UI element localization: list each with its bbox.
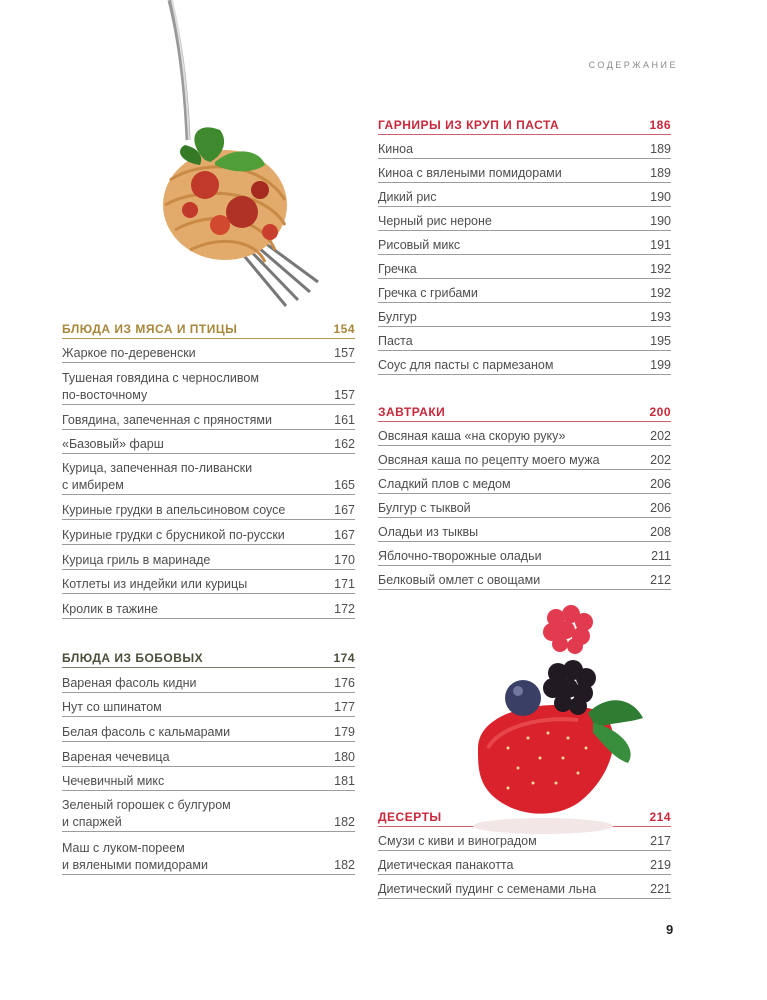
entry-page: 206 <box>650 477 671 491</box>
section-title: БЛЮДА ИЗ МЯСА И ПТИЦЫ <box>62 322 238 336</box>
toc-entry[interactable] <box>62 371 355 405</box>
section-page: 200 <box>649 405 671 419</box>
section-title: ДЕСЕРТЫ <box>378 810 442 824</box>
toc-entry[interactable] <box>378 190 671 207</box>
entry-title: Гречка с грибами <box>378 286 478 300</box>
toc-entry[interactable] <box>378 358 671 375</box>
toc-entry[interactable] <box>62 577 355 594</box>
toc-entry[interactable] <box>62 437 355 454</box>
entry-page: 170 <box>334 553 355 567</box>
entry-page: 221 <box>650 882 671 896</box>
entry-title: Соус для пасты с пармезаном <box>378 358 554 372</box>
entry-title: Сладкий плов с медом <box>378 477 511 491</box>
section-page: 214 <box>649 810 671 824</box>
section-meat <box>62 322 355 339</box>
entry-page: 199 <box>650 358 671 372</box>
entry-page: 192 <box>650 262 671 276</box>
section-garnish <box>378 118 671 135</box>
toc-entry[interactable] <box>378 142 671 159</box>
page-number: 9 <box>666 922 674 937</box>
entry-title-line1: Маш с луком-пореем <box>62 841 185 855</box>
entry-page: 193 <box>650 310 671 324</box>
entry-title: Овсяная каша «на скорую руку» <box>378 429 566 443</box>
section-beans <box>62 651 355 668</box>
toc-entry[interactable] <box>378 166 671 183</box>
entry-title: Гречка <box>378 262 417 276</box>
section-title: ЗАВТРАКИ <box>378 405 446 419</box>
toc-entry[interactable] <box>62 528 355 545</box>
toc-entry[interactable] <box>62 841 355 875</box>
entry-page: 181 <box>334 774 355 788</box>
entry-title: Черный рис нероне <box>378 214 492 228</box>
entry-title: Куриные грудки в апельсиновом соусе <box>62 503 286 517</box>
toc-entry[interactable] <box>62 750 355 767</box>
section-breakfast <box>378 405 671 422</box>
toc-entry[interactable] <box>378 549 671 566</box>
entry-title: Вареная чечевица <box>62 750 170 764</box>
entry-page: 157 <box>334 388 355 402</box>
entry-page: 212 <box>650 573 671 587</box>
entry-title-line1: Тушеная говядина с черносливом <box>62 371 259 385</box>
section-heading-beans[interactable] <box>62 651 355 668</box>
entry-title: Смузи с киви и виноградом <box>378 834 537 848</box>
toc-entry[interactable] <box>62 700 355 717</box>
section-page: 154 <box>333 322 355 336</box>
berries-illustration <box>468 598 658 838</box>
entry-title: Паста <box>378 334 413 348</box>
entry-title: Диетический пудинг с семенами льна <box>378 882 597 896</box>
section-heading-breakfast[interactable] <box>378 405 671 422</box>
toc-entry[interactable] <box>62 774 355 791</box>
toc-entry[interactable] <box>62 413 355 430</box>
entry-title: Чечевичный микс <box>62 774 165 788</box>
toc-entry[interactable] <box>378 262 671 279</box>
entry-title: Дикий рис <box>378 190 437 204</box>
entry-page: 172 <box>334 602 355 616</box>
section-heading-meat[interactable] <box>62 322 355 339</box>
entry-title-line2: с имбирем <box>62 478 124 492</box>
toc-entry[interactable] <box>62 725 355 742</box>
entry-title: Булгур <box>378 310 417 324</box>
toc-entry[interactable] <box>62 553 355 570</box>
toc-entry[interactable] <box>62 798 355 832</box>
toc-entry[interactable] <box>62 461 355 495</box>
section-title: ГАРНИРЫ ИЗ КРУП И ПАСТА <box>378 118 560 132</box>
section-page: 186 <box>649 118 671 132</box>
toc-entry[interactable] <box>378 453 671 470</box>
entry-title: Киноа <box>378 142 414 156</box>
entry-page: 217 <box>650 834 671 848</box>
entry-title-line1: Зеленый горошек с булгуром <box>62 798 231 812</box>
entry-title: Овсяная каша по рецепту моего мужа <box>378 453 600 467</box>
entry-title-line2: и спаржей <box>62 815 122 829</box>
toc-entry[interactable] <box>378 882 671 899</box>
entry-page: 191 <box>650 238 671 252</box>
section-heading-garnish[interactable] <box>378 118 671 135</box>
entry-title: Нут со шпинатом <box>62 700 162 714</box>
entry-page: 179 <box>334 725 355 739</box>
entry-page: 206 <box>650 501 671 515</box>
entry-page: 195 <box>650 334 671 348</box>
toc-entry[interactable] <box>378 429 671 446</box>
toc-entry[interactable] <box>378 501 671 518</box>
entry-title: Диетическая панакотта <box>378 858 514 872</box>
entry-page: 182 <box>334 858 355 872</box>
toc-entry[interactable] <box>62 346 355 363</box>
entry-title: Куриные грудки с брусникой по-русски <box>62 528 285 542</box>
toc-entry[interactable] <box>378 214 671 231</box>
toc-entry[interactable] <box>378 238 671 255</box>
entry-page: 189 <box>650 142 671 156</box>
entry-page: 167 <box>334 503 355 517</box>
entry-title: Говядина, запеченная с пряностями <box>62 413 272 427</box>
entry-page: 165 <box>334 478 355 492</box>
entry-page: 190 <box>650 214 671 228</box>
entry-page: 182 <box>334 815 355 829</box>
entry-title: Вареная фасоль кидни <box>62 676 197 690</box>
toc-entry[interactable] <box>378 573 671 590</box>
entry-page: 171 <box>334 577 355 591</box>
entry-title: Булгур с тыквой <box>378 501 471 515</box>
entry-title-line2: по-восточному <box>62 388 148 402</box>
toc-entry[interactable] <box>378 477 671 494</box>
entry-title: Киноа с вялеными помидорами <box>378 166 562 180</box>
toc-entry[interactable] <box>378 310 671 327</box>
entry-page: 162 <box>334 437 355 451</box>
entry-page: 202 <box>650 453 671 467</box>
entry-page: 211 <box>651 549 671 563</box>
running-header: СОДЕРЖАНИЕ <box>588 60 678 70</box>
entry-page: 157 <box>334 346 355 360</box>
entry-page: 202 <box>650 429 671 443</box>
toc-entry[interactable] <box>378 525 671 542</box>
entry-page: 190 <box>650 190 671 204</box>
toc-entry[interactable] <box>62 676 355 693</box>
entry-page: 161 <box>334 413 355 427</box>
fork-pasta-illustration <box>150 0 325 310</box>
toc-entry[interactable] <box>62 602 355 619</box>
entry-title: «Базовый» фарш <box>62 437 164 451</box>
entry-title: Оладьи из тыквы <box>378 525 479 539</box>
entry-title: Яблочно-творожные оладьи <box>378 549 542 563</box>
entry-title: Рисовый микс <box>378 238 461 252</box>
entry-title-line2: и вялеными помидорами <box>62 858 208 872</box>
entry-title: Белая фасоль с кальмарами <box>62 725 231 739</box>
section-title: БЛЮДА ИЗ БОБОВЫХ <box>62 651 204 665</box>
toc-entry[interactable] <box>378 286 671 303</box>
entry-page: 219 <box>650 858 671 872</box>
entry-title-line1: Курица, запеченная по-ливански <box>62 461 253 475</box>
entry-page: 208 <box>650 525 671 539</box>
toc-entry[interactable] <box>62 503 355 520</box>
entry-title: Котлеты из индейки или курицы <box>62 577 248 591</box>
toc-entry[interactable] <box>378 334 671 351</box>
entry-title: Жаркое по-деревенски <box>62 346 196 360</box>
entry-page: 167 <box>334 528 355 542</box>
toc-entry[interactable] <box>378 858 671 875</box>
entry-page: 177 <box>334 700 355 714</box>
section-page: 174 <box>333 651 355 665</box>
entry-title: Кролик в тажине <box>62 602 158 616</box>
entry-page: 192 <box>650 286 671 300</box>
entry-page: 176 <box>334 676 355 690</box>
entry-page: 180 <box>334 750 355 764</box>
entry-title: Курица гриль в маринаде <box>62 553 211 567</box>
entry-page: 189 <box>650 166 671 180</box>
entry-title: Белковый омлет с овощами <box>378 573 541 587</box>
